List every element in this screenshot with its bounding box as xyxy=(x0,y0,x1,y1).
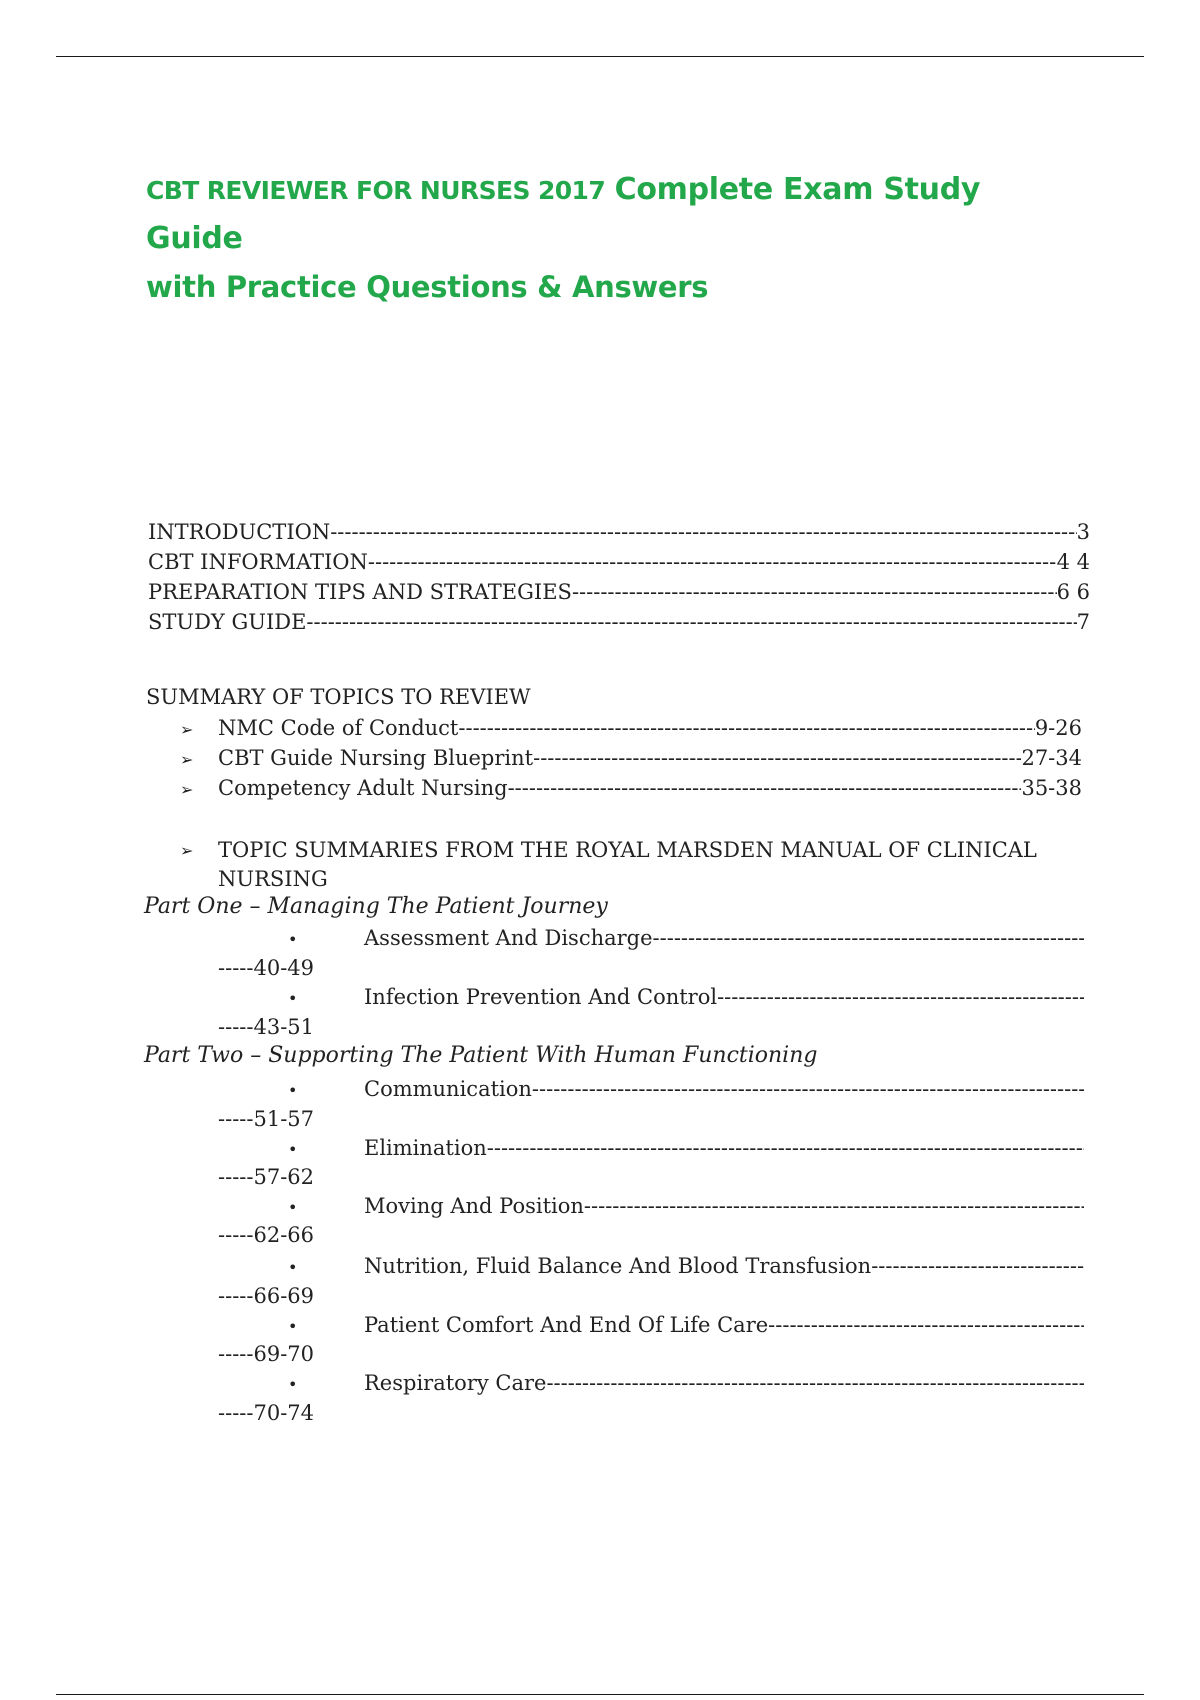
toc-label: STUDY GUIDE xyxy=(148,610,307,634)
toc-leader xyxy=(572,580,1057,604)
summary-heading: SUMMARY OF TOPICS TO REVIEW xyxy=(146,685,531,709)
toc-leader xyxy=(508,776,1022,800)
toc-entry xyxy=(148,580,1090,610)
toc-leader xyxy=(533,746,1021,770)
toc-label: CBT INFORMATION xyxy=(148,550,368,574)
summary-item-pages: 35-38 xyxy=(1021,776,1082,800)
marsden-item xyxy=(180,836,1082,894)
toc-leader xyxy=(368,550,1057,574)
toc-label: PREPARATION TIPS AND STRATEGIES xyxy=(148,580,572,604)
summary-item xyxy=(180,776,1082,806)
bullet-icon: • xyxy=(288,1140,298,1159)
summary-item-label: CBT Guide Nursing Blueprint xyxy=(218,746,534,770)
summary-item xyxy=(180,716,1082,746)
bullet-icon: • xyxy=(288,930,298,949)
toc-leader xyxy=(768,1313,1084,1337)
bottom-rule xyxy=(56,1694,1144,1695)
toc-entry xyxy=(148,610,1090,640)
topic-pages: -----57-62 xyxy=(218,1165,315,1189)
toc-leader xyxy=(532,1077,1084,1101)
topic-label: Communication xyxy=(364,1077,532,1101)
toc-entry xyxy=(148,520,1090,550)
summary-item-pages: 9-26 xyxy=(1034,716,1082,740)
topic-pages: -----70-74 xyxy=(218,1401,315,1425)
summary-item-label: NMC Code of Conduct xyxy=(218,716,459,740)
arrow-bullet-icon: ➢ xyxy=(180,750,194,769)
topic-label: Nutrition, Fluid Balance And Blood Transfusion xyxy=(364,1254,872,1278)
toc-leader xyxy=(330,520,1076,544)
toc-leader xyxy=(546,1371,1084,1395)
topic-label: Respiratory Care xyxy=(364,1371,547,1395)
topic-label: Elimination xyxy=(364,1136,487,1160)
arrow-bullet-icon: ➢ xyxy=(180,841,194,860)
topic-pages: -----69-70 xyxy=(218,1342,315,1366)
topic-item xyxy=(288,1254,1084,1284)
topic-pages: -----62-66 xyxy=(218,1223,315,1247)
document-title xyxy=(146,166,1046,311)
bullet-icon: • xyxy=(288,1317,298,1336)
topic-label: Moving And Position xyxy=(364,1194,584,1218)
summary-item-label: Competency Adult Nursing xyxy=(218,776,508,800)
toc-leader xyxy=(653,926,1084,950)
part-two-title: Part Two – Supporting The Patient With Human Functioning xyxy=(144,1043,818,1068)
topic-item xyxy=(288,1313,1084,1343)
topic-item xyxy=(288,1136,1084,1166)
marsden-label: TOPIC SUMMARIES FROM THE ROYAL MARSDEN MANUAL OF CLINICAL NURSING xyxy=(218,838,1037,891)
toc-leader xyxy=(306,610,1076,634)
toc-leader xyxy=(871,1254,1084,1278)
top-rule xyxy=(56,56,1144,57)
bullet-icon: • xyxy=(288,1081,298,1100)
toc-page: 4 4 xyxy=(1056,550,1090,574)
arrow-bullet-icon: ➢ xyxy=(180,780,194,799)
topic-item xyxy=(288,1077,1084,1107)
summary-item xyxy=(180,746,1082,776)
toc-page: 7 xyxy=(1076,610,1090,634)
toc-leader xyxy=(584,1194,1084,1218)
topic-item xyxy=(288,985,1084,1015)
toc-page: 3 xyxy=(1076,520,1090,544)
topic-pages: -----43-51 xyxy=(218,1015,315,1039)
topic-pages: -----40-49 xyxy=(218,956,315,980)
bullet-icon: • xyxy=(288,1258,298,1277)
title-part-2: Complete Exam Study Guide xyxy=(146,172,981,256)
arrow-bullet-icon: ➢ xyxy=(180,720,194,739)
topic-label: Infection Prevention And Control xyxy=(364,985,718,1009)
toc-leader xyxy=(717,985,1084,1009)
summary-item-pages: 27-34 xyxy=(1021,746,1082,770)
topic-pages: -----66-69 xyxy=(218,1284,315,1308)
part-one-title: Part One – Managing The Patient Journey xyxy=(144,894,608,919)
toc-label: INTRODUCTION xyxy=(148,520,331,544)
toc-leader xyxy=(458,716,1034,740)
topic-item xyxy=(288,1194,1084,1224)
topic-pages: -----51-57 xyxy=(218,1107,315,1131)
toc-entry xyxy=(148,550,1090,580)
topic-label: Patient Comfort And End Of Life Care xyxy=(364,1313,769,1337)
bullet-icon: • xyxy=(288,1198,298,1217)
bullet-icon: • xyxy=(288,989,298,1008)
topic-item xyxy=(288,926,1084,956)
title-part-3: with Practice Questions & Answers xyxy=(146,270,709,304)
title-part-1: CBT REVIEWER FOR NURSES 2017 xyxy=(146,176,606,205)
toc-leader xyxy=(487,1136,1084,1160)
topic-item xyxy=(288,1371,1084,1401)
toc-page: 6 6 xyxy=(1056,580,1090,604)
topic-label: Assessment And Discharge xyxy=(364,926,653,950)
bullet-icon: • xyxy=(288,1375,298,1394)
